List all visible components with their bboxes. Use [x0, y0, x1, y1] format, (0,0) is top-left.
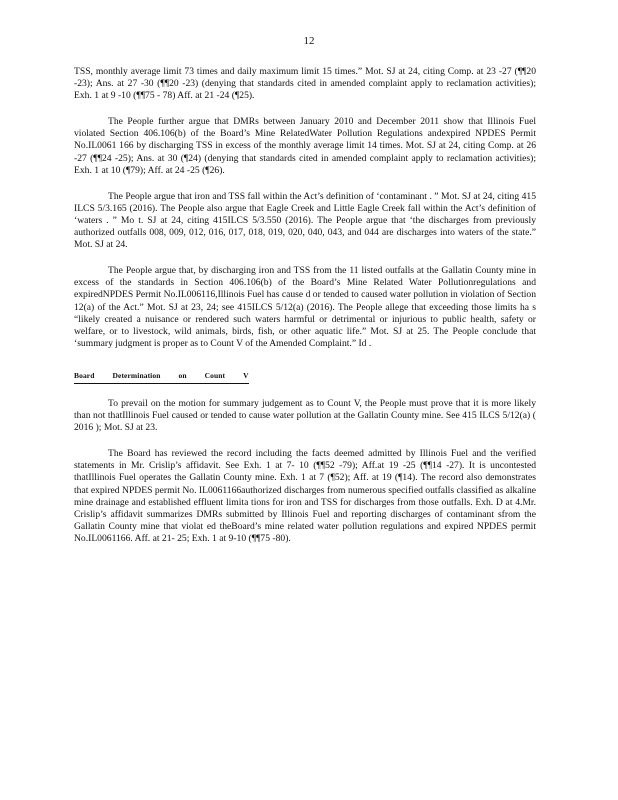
paragraph-tss-monthly-limit: TSS, monthly average limit 73 times and daily maximum limit 15 times.” Mot. SJ at 24, citing Comp. at 23 -27 (¶¶20 -23); Ans. at 27 -30 (¶¶20 -23) (denying that standards cited in amended complaint apply to reclamation activities); Exh. 1 at 9 -10 (¶¶75 - 78) Aff. at 21 -24 (¶25).	[74, 66, 536, 102]
document-body	[74, 66, 536, 559]
paragraph-contaminant-definition: The People argue that iron and TSS fall within the Act’s definition of ‘contaminant . ” Mot. SJ at 24, citing 415 ILCS 5/3.165 (2016). The People also argue that Eagle Creek and Little Eagle Creek fall within the Act’s definition of ‘waters . ” Mo t. SJ at 24, citing 415ILCS 5/3.550 (2016). The People argue that ‘the discharges from previously authorized outfalls 008, 009, 012, 016, 017, 018, 019, 020, 040, 043, and 044 are discharges into waters of the state.” Mot. SJ at 24.	[74, 190, 536, 251]
heading-word: on	[178, 370, 187, 380]
paragraph-dmrs-2010-2011: The People further argue that DMRs between January 2010 and December 2011 show that Illinois Fuel violated Section 406.106(b) of the Board’s Mine RelatedWater Pollution Regulations andexpired NPDES Permit No.IL0061 166 by discharging TSS in excess of the monthly average limit 14 times. Mot. SJ at 24, citing Comp. at 26 -27 (¶¶24 -25); Ans. at 30 (¶24) (denying that standards cited in amended complaint apply to reclamation activities); Exh. 1 at 10 (¶79); Aff. at 24 -25 (¶26).	[74, 116, 536, 176]
heading-word: V	[243, 370, 249, 380]
page-number: 12	[303, 35, 315, 47]
paragraph-record-review: The Board has reviewed the record including the facts deemed admitted by Illinois Fuel and the verified statements in Mr. Crislip’s affidavit. See Exh. 1 at 7- 10 (¶¶52 -79); Aff.at 19 -25 (¶¶14 -27). It is uncontested thatIllinois Fuel operates the Gallatin County mine. Exh. 1 at 7 (¶52); Aff. at 19 (¶14). The record also demonstrates that expired NPDES permit No. IL0061166authorized discharges from numerous specified outfalls classified as alkaline mine drainage and established effluent limita tions for iron and TSS for discharges from those outfalls. Exh. D at 4.Mr. Crislip’s affidavit summarizes DMRs submitted by Illinois Fuel and reporting discharges of contaminant sfrom the Gallatin County mine that violat ed theBoard’s mine related water pollution regulations and expired NPDES permit No.IL0061166. Aff. at 21- 25; Exh. 1 at 9-10 (¶¶75 -80).	[74, 448, 536, 544]
heading-word: Board	[74, 370, 95, 380]
paragraph-water-pollution-argument: The People argue that, by discharging iron and TSS from the 11 listed outfalls at the Gallatin County mine in excess of the standards in Section 406.106(b) of the Board’s Mine Related Water Pollutionregulations and expiredNPDES Permit No.IL006116,Illinois Fuel has cause d or tended to caused water pollution in violation of Section 12(a) of the Act.” Mot. SJ at 23, 24; see 415ILCS 5/12(a) (2016). The People allege that exceeding those limits ha s “likely created a nuisance or rendered such waters harmful or detrimental or injurious to public health, safety or welfare, or to livestock, wild animals, birds, fish, or other aquatic life.” Mot. SJ at 25. The People conclude that ‘summary judgment is proper as to Count V of the Amended Complaint.” Id .	[74, 265, 536, 349]
heading-word: Determination	[112, 370, 161, 380]
section-heading-board-determination	[74, 370, 249, 384]
heading-word: Count	[204, 370, 226, 380]
paragraph-standard-of-proof: To prevail on the motion for summary judgement as to Count V, the People must prove that it is more likely than not thatIllinois Fuel caused or tended to cause water pollution at the Gallatin County mine. See 415 ILCS 5/12(a) ( 2016 ); Mot. SJ at 23.	[74, 397, 536, 434]
